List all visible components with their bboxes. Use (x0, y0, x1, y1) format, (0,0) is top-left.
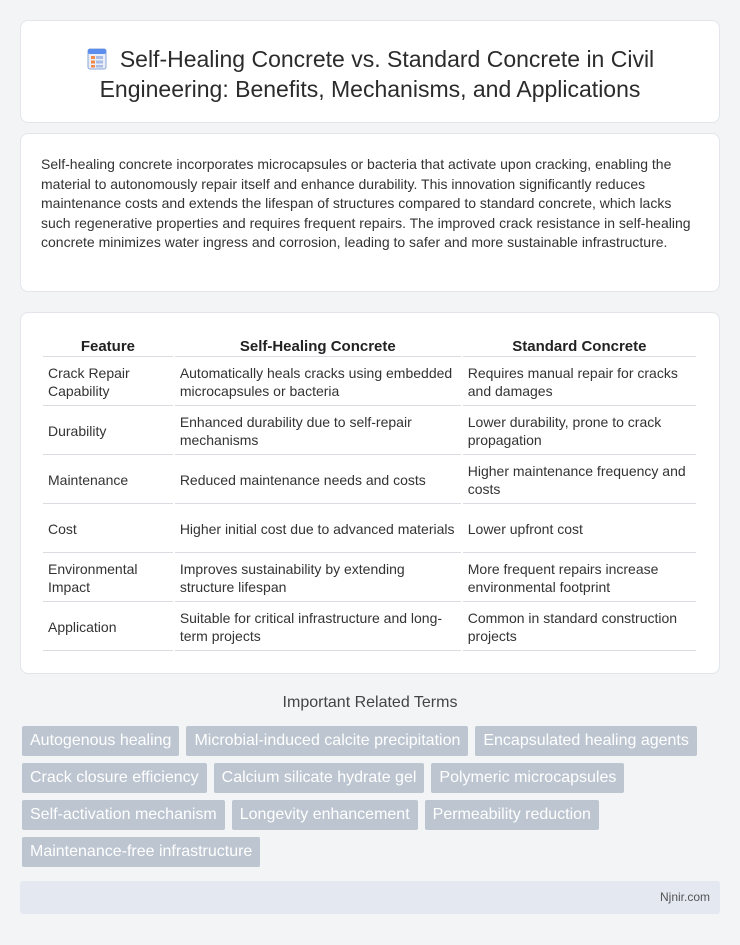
standard-cell: More frequent repairs increase environmental footprint (463, 555, 696, 602)
related-term-tag[interactable]: Polymeric microcapsules (431, 763, 624, 793)
related-terms-list (22, 726, 718, 867)
self-healing-cell: Suitable for critical infrastructure and long-term projects (175, 604, 461, 651)
related-term-tag[interactable]: Self-activation mechanism (22, 800, 225, 830)
standard-cell: Requires manual repair for cracks and damages (463, 359, 696, 406)
related-term-tag[interactable]: Longevity enhancement (232, 800, 418, 830)
related-term-tag[interactable]: Maintenance-free infrastructure (22, 837, 260, 867)
summary-text: Self-healing concrete incorporates microcapsules or bacteria that activate upon cracking, enabling the material to autonomously repair itself and enhance durability. This innovation significantly reduces maintenance costs and extends the lifespan of structures compared to standard concrete, which lacks such regenerative properties and requires frequent repairs. The improved crack resistance in self-healing concrete minimizes water ingress and corrosion, leading to safer and more sustainable infrastructure. (41, 156, 691, 250)
feature-cell: Environmental Impact (43, 555, 173, 602)
comparison-table (41, 333, 698, 653)
page-title-wrap (21, 44, 719, 104)
related-term-tag[interactable]: Microbial-induced calcite precipitation (186, 726, 468, 756)
standard-cell: Higher maintenance frequency and costs (463, 457, 696, 504)
related-term-tag[interactable]: Autogenous healing (22, 726, 179, 756)
page-title: Self-Healing Concrete vs. Standard Concrete in Civil Engineering: Benefits, Mechanisms, and Applications (99, 46, 655, 102)
summary-card (20, 133, 720, 292)
comparison-table-card (20, 312, 720, 674)
feature-cell: Maintenance (43, 457, 173, 504)
table-row (43, 604, 696, 651)
self-healing-cell: Automatically heals cracks using embedded microcapsules or bacteria (175, 359, 461, 406)
standard-cell: Lower durability, prone to crack propagation (463, 408, 696, 455)
standard-cell: Lower upfront cost (463, 506, 696, 553)
table-row (43, 506, 696, 553)
self-healing-cell: Higher initial cost due to advanced materials (175, 506, 461, 553)
feature-cell: Cost (43, 506, 173, 553)
footer-site-label[interactable]: Njnir.com (659, 890, 710, 904)
standard-cell: Common in standard construction projects (463, 604, 696, 651)
feature-cell: Application (43, 604, 173, 651)
table-row (43, 457, 696, 504)
feature-cell: Crack Repair Capability (43, 359, 173, 406)
footer-bar (20, 881, 720, 914)
related-term-tag[interactable]: Crack closure efficiency (22, 763, 207, 793)
related-term-tag[interactable]: Calcium silicate hydrate gel (214, 763, 425, 793)
table-row (43, 408, 696, 455)
column-header-self-healing: Self-Healing Concrete (175, 335, 461, 357)
feature-cell: Durability (43, 408, 173, 455)
related-term-tag[interactable]: Permeability reduction (425, 800, 599, 830)
self-healing-cell: Improves sustainability by extending structure lifespan (175, 555, 461, 602)
table-row (43, 359, 696, 406)
table-row (43, 555, 696, 602)
document-table-icon (86, 48, 108, 70)
related-term-tag[interactable]: Encapsulated healing agents (475, 726, 697, 756)
title-card (20, 20, 720, 123)
column-header-standard: Standard Concrete (463, 335, 696, 357)
related-terms-heading: Important Related Terms (282, 694, 458, 711)
column-header-feature: Feature (43, 335, 173, 357)
table-header-row (43, 335, 696, 357)
self-healing-cell: Reduced maintenance needs and costs (175, 457, 461, 504)
self-healing-cell: Enhanced durability due to self-repair mechanisms (175, 408, 461, 455)
